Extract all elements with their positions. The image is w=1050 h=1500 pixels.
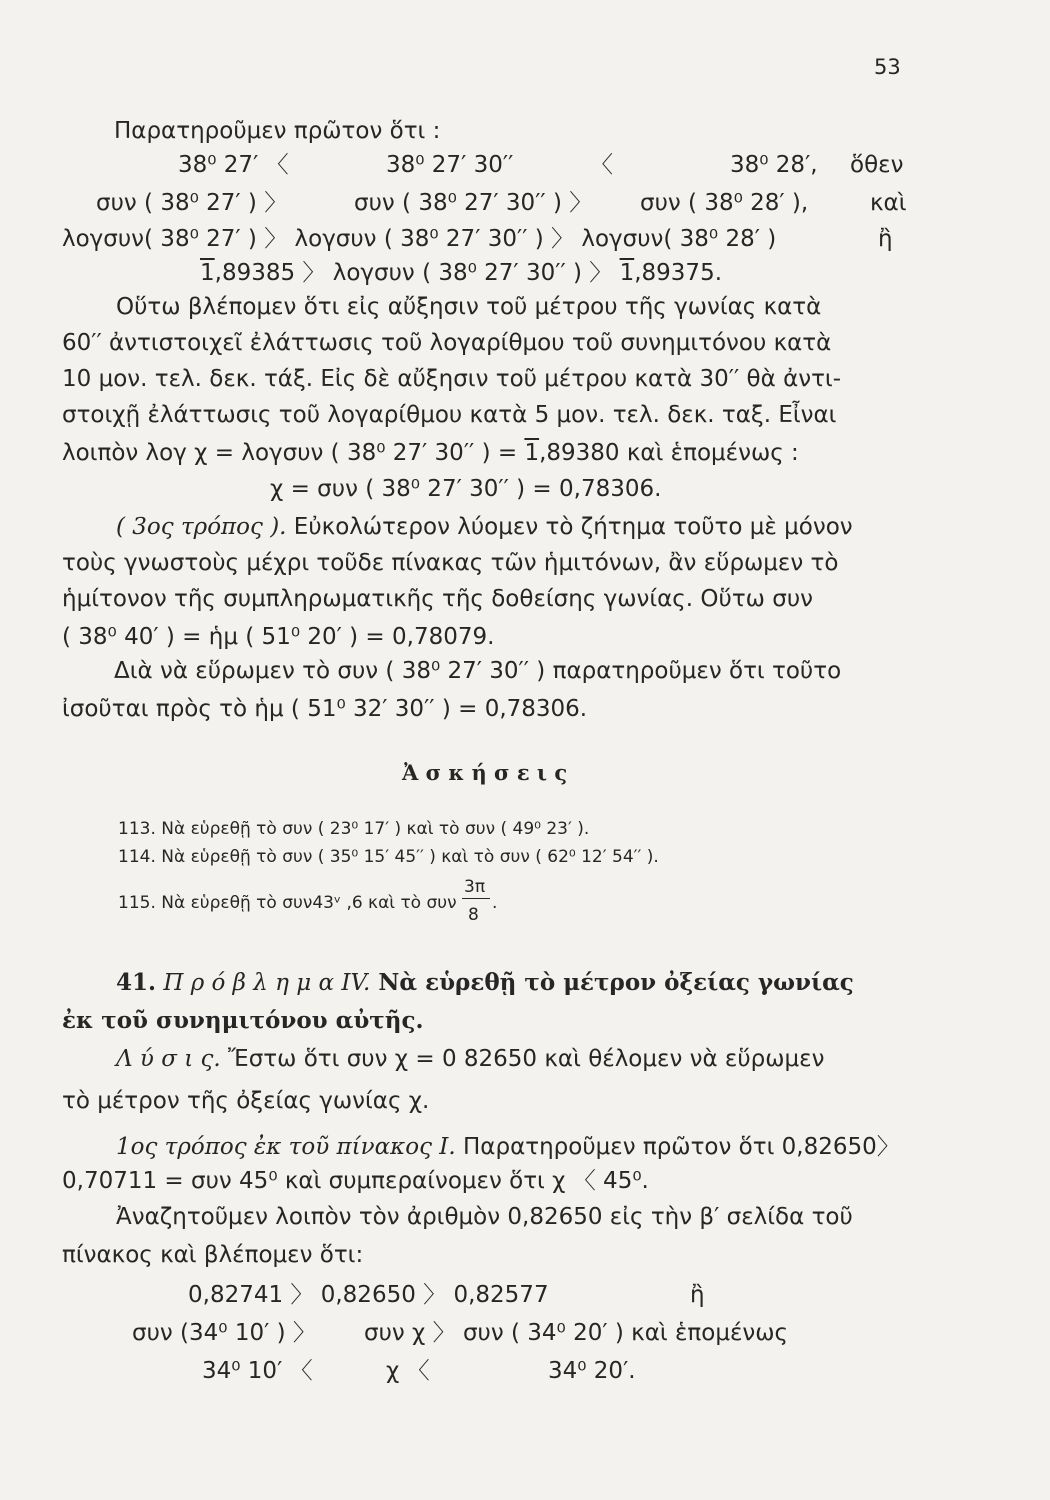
term: ,89375.: [634, 260, 723, 286]
fraction-bar: [462, 898, 490, 899]
problem-statement-cont: ἐκ τοῦ συνημιτόνου αὐτῆς.: [62, 1007, 424, 1034]
text-line: τὸ μέτρον τῆς ὀξείας γωνίας χ.: [62, 1088, 430, 1114]
text-line: πίνακος καὶ βλέπομεν ὅτι:: [62, 1242, 364, 1268]
text-line: [116, 512, 853, 542]
term: 34⁰ 10′ 〈: [202, 1358, 313, 1384]
text-line: [116, 1044, 824, 1074]
term: 38⁰ 27′ 〈: [178, 152, 289, 178]
term: συν ( 38⁰ 27′ 30′′ ) 〉: [354, 190, 593, 216]
term: συν ( 38⁰ 27′ ) 〉: [96, 190, 288, 216]
term: συν (34⁰ 10′ ) 〉: [132, 1320, 316, 1346]
text-line: Ἀναζητοῦμεν λοιπὸν τὸν ἀριθμὸν 0,82650 εἰς τὴν β′ σελίδα τοῦ: [116, 1204, 853, 1230]
term: ,89385 〉 λογσυν ( 38⁰ 27′ 30′′ ) 〉: [214, 260, 620, 286]
term: καὶ: [870, 190, 907, 216]
term: 0,82741 〉 0,82650 〉 0,82577: [188, 1282, 549, 1308]
term: συν χ 〉 συν ( 34⁰ 20′ ) καὶ ἑπομένως: [364, 1320, 788, 1346]
text-segment: Παρατηροῦμεν πρῶτον ὅτι 0,82650〉: [455, 1134, 900, 1160]
text-segment: Εὐκολώτερον λύομεν τὸ ζήτημα τοῦτο μὲ μόνον: [286, 514, 853, 540]
method-label: ( 3ος τρόπος ).: [116, 514, 287, 540]
equation-line: χ = συν ( 38⁰ 27′ 30′′ ) = 0,78306.: [270, 476, 662, 502]
term: χ 〈: [386, 1358, 430, 1384]
text-line: Διὰ νὰ εὕρωμεν τὸ συν ( 38⁰ 27′ 30′′ ) παρατηροῦμεν ὅτι τοῦτο: [114, 658, 842, 684]
inequality-line: [200, 258, 722, 288]
text-segment: Ἔστω ὅτι συν χ = 0 82650 καὶ θέλομεν νὰ εὕρωμεν: [220, 1046, 825, 1072]
text-line: στοιχῇ ἐλάττωσις τοῦ λογαρίθμου κατὰ 5 μον. τελ. δεκ. ταξ. Εἶναι: [62, 402, 837, 428]
text-segment: ,89380 καὶ ἑπομένως :: [539, 440, 799, 466]
exercise-113: 113. Νὰ εὑρεθῇ τὸ συν ( 23⁰ 17′ ) καὶ τὸ συν ( 49⁰ 23′ ).: [118, 819, 590, 839]
problem-statement: Νὰ εὑρεθῇ τὸ μέτρον ὀξείας γωνίας: [370, 969, 854, 996]
text-segment: λοιπὸν λογ χ = λογσυν ( 38⁰ 27′ 30′′ ) =: [62, 440, 525, 466]
bar-characteristic: 1: [524, 440, 540, 466]
problem-number: 41.: [116, 969, 157, 996]
term: 38⁰ 27′ 30′′: [386, 152, 514, 178]
term: ἢ: [878, 226, 893, 252]
problem-heading: [116, 968, 854, 998]
fraction-numerator: 3π: [464, 877, 486, 897]
exercise-text: .: [492, 893, 498, 913]
solution-label: Λ ύ σ ι ς.: [116, 1046, 221, 1072]
text-line: ἰσοῦται πρὸς τὸ ἡμ ( 51⁰ 32′ 30′′ ) = 0,78306.: [62, 696, 588, 722]
term: ἢ: [690, 1282, 705, 1308]
text-line: 0,70711 = συν 45⁰ καὶ συμπεραίνομεν ὅτι χ 〈 45⁰.: [62, 1168, 649, 1194]
text-line: [62, 438, 799, 468]
exercise-114: 114. Νὰ εὑρεθῇ τὸ συν ( 35⁰ 15′ 45′′ ) καὶ τὸ συν ( 62⁰ 12′ 54′′ ).: [118, 847, 659, 867]
term: 〈: [590, 152, 613, 178]
fraction-denominator: 8: [468, 905, 479, 925]
bar-characteristic: 1: [200, 260, 215, 286]
text-line: 60′′ ἀντιστοιχεῖ ἐλάττωσις τοῦ λογαρίθμου τοῦ συνημιτόνου κατὰ: [62, 330, 832, 356]
term: ὅθεν: [850, 152, 904, 178]
text-line: Οὕτω βλέπομεν ὅτι εἰς αὔξησιν τοῦ μέτρου τῆς γωνίας κατὰ: [116, 294, 822, 320]
page-number: 53: [874, 55, 901, 79]
text-line: 10 μον. τελ. δεκ. τάξ. Εἰς δὲ αὔξησιν τοῦ μέτρου κατὰ 30′′ θὰ ἀντι-: [62, 366, 842, 392]
method-label: 1ος τρόπος ἐκ τοῦ πίνακος I.: [116, 1134, 456, 1160]
text-line: ( 38⁰ 40′ ) = ἡμ ( 51⁰ 20′ ) = 0,78079.: [62, 624, 495, 650]
term: 34⁰ 20′.: [548, 1358, 636, 1384]
term: 38⁰ 28′,: [730, 152, 818, 178]
text-line: [116, 1132, 900, 1162]
text-line: τοὺς γνωστοὺς μέχρι τοῦδε πίνακας τῶν ἡμιτόνων, ἂν εὕρωμεν τὸ: [62, 550, 839, 576]
exercises-heading: Ἀ σ κ ή σ ε ι ς: [402, 760, 568, 785]
problem-label: Π ρ ό β λ η μ α IV.: [156, 970, 371, 996]
text-line: ἡμίτονον τῆς συμπληρωματικῆς τῆς δοθείσης γωνίας. Οὕτω συν: [62, 586, 813, 612]
text-line: Παρατηροῦμεν πρῶτον ὅτι :: [114, 118, 441, 144]
bar-characteristic: 1: [619, 260, 635, 286]
exercise-text: 115. Νὰ εὑρεθῇ τὸ συν43ᵛ ,6 καὶ τὸ συν: [118, 893, 457, 913]
term: συν ( 38⁰ 28′ ),: [640, 190, 809, 216]
term: λογσυν( 38⁰ 27′ ) 〉 λογσυν ( 38⁰ 27′ 30′′ ) 〉 λογσυν( 38⁰ 28′ ): [62, 226, 777, 252]
